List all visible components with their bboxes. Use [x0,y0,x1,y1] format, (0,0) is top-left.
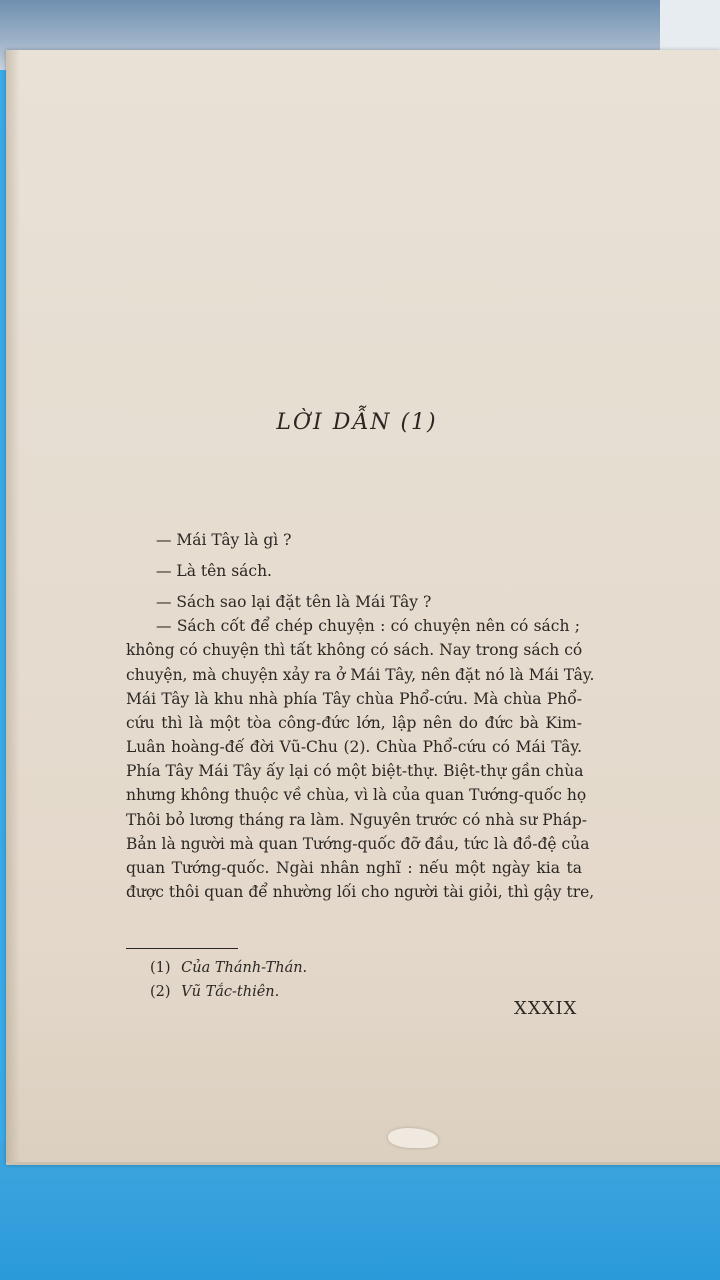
footnote-2 [150,984,279,1000]
paragraph-line-10: Bản là người mà quan Tướng-quốc đỡ đầu, tức là đồ-đệ của [126,835,590,853]
page-binding-shadow [6,50,20,1162]
dialogue-line-2: — Là tên sách. [156,562,272,580]
page-number: XXXIX [514,998,578,1019]
paragraph-line-8: nhưng không thuộc về chùa, vì là của quan Tướng-quốc họ [126,786,587,804]
paragraph-line-12: được thôi quan để nhường lối cho người tài giỏi, thì gậy tre, [126,883,595,901]
dialogue-line-3: — Sách sao lại đặt tên là Mái Tây ? [156,593,432,611]
footnote-rule [126,948,238,949]
footnote-2-number: (2) [150,984,171,1000]
dialogue-line-1: — Mái Tây là gì ? [156,531,292,549]
paragraph-line-4: Mái Tây là khu nhà phía Tây chùa Phổ-cứu. Mà chùa Phổ- [126,690,582,708]
chapter-title: LỜI DẪN (1) [276,410,438,435]
paragraph-line-9: Thôi bỏ lương tháng ra làm. Nguyên trước có nhà sư Pháp- [126,811,588,829]
paragraph-line-3: chuyện, mà chuyện xảy ra ở Mái Tây, nên đặt nó là Mái Tây. [126,666,595,684]
paragraph-line-6: Luân hoàng-đế đời Vũ-Chu (2). Chùa Phổ-cứu có Mái Tây. [126,738,582,756]
paragraph-line-7: Phía Tây Mái Tây ấy lại có một biệt-thự. Biệt-thự gần chùa [126,762,584,780]
footnote-1-number: (1) [150,960,171,976]
footnote-1-text: Của Thánh-Thán. [181,960,308,976]
paragraph-line-2: không có chuyện thì tất không có sách. Nay trong sách có [126,641,583,659]
paragraph-line-1: — Sách cốt để chép chuyện : có chuyện nên có sách ; [156,617,580,635]
footnote-1 [150,960,307,976]
footnote-2-text: Vũ Tắc-thiên. [181,984,280,1000]
paragraph-line-11: quan Tướng-quốc. Ngài nhân nghĩ : nếu một ngày kia ta [126,859,582,877]
paragraph-line-5: cứu thì là một tòa công-đức lớn, lập nên do đức bà Kim- [126,714,582,732]
